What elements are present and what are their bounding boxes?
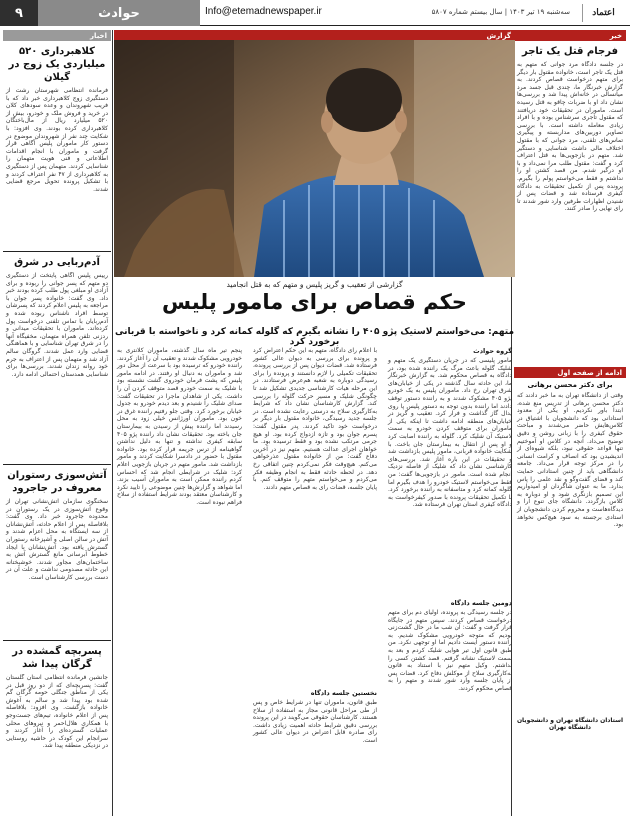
brief-title-1: کلاهبرداری ۵۲۰ میلیاردی یک زوج در گیلان bbox=[8, 46, 106, 83]
brief-title-4: پسربچه گمشده در گرگان پیدا شد bbox=[12, 646, 102, 670]
suspect-photo bbox=[114, 40, 515, 277]
headline: حکم قصاص برای مامور پلیس bbox=[162, 290, 467, 314]
section-subhead: نخستین جلسه دادگاه bbox=[310, 689, 377, 697]
byline: گروه حوادث bbox=[473, 347, 512, 355]
divider bbox=[3, 640, 111, 641]
suspect-photo-graphic bbox=[114, 40, 515, 277]
page-number: ۹ bbox=[0, 0, 38, 26]
news-briefs-tab: اخبار bbox=[3, 30, 111, 41]
page-header bbox=[0, 0, 630, 26]
issue-date-line: سه‌شنبه ۱۹ تیر ۱۴۰۳ | سال بیستم شماره ۵۸۰۷ bbox=[431, 8, 570, 16]
report-column bbox=[250, 345, 380, 817]
divider bbox=[3, 251, 111, 252]
opinion-body: وقتی از دانشگاه تهران به ما خبر دادند که دکتر محسن برهانی از تدریس منع شده، ابتدا باور نکردیم. او یکی از معدود استادانی بود که دانشجویان با اشتیاق در کلاس‌هایش حاضر می‌شدند و مباحث حقوق کیفری را با زبانی روشن و دقیق توضیح می‌داد. آنچه در کلاس او آموختیم تنها قواعد حقوقی نبود، بلکه شیوه‌ای از اندیشیدن بود که انصاف و کرامت انسانی را در مرکز توجه قرار می‌داد. جامعه دانشگاهی باید از چنین استادانی حمایت کند و فضای گفت‌وگو و نقد علمی را پاس بدارد. ما به عنوان شاگردان او امیدواریم این تصمیم بازنگری شود و او دوباره به کلاس بازگردد. دانشگاه جای تنوع آرا و دیدگاه‌هاست و محروم کردن دانشجویان از استادی برجسته به سود هیچ‌کس نخواهد بود. bbox=[517, 392, 623, 529]
newspaper-logo: اعتماد bbox=[582, 4, 624, 22]
opinion-kicker: برای دکتر محسن برهانی bbox=[527, 381, 613, 389]
brief-body-4: جانشین فرمانده انتظامی استان گلستان گفت: پسربچه‌ای که از دو روز قبل در یکی از مناطق جنگلی حومه گرگان گم شده بود پیدا شد و سالم به آغوش خانواده بازگشت. وی افزود: بلافاصله پس از اعلام خانواده، تیم‌های جست‌وجو با همکاری هلال‌احمر و نیروهای محلی عملیات گسترده‌ای را آغاز کردند و سرانجام این کودک در حاشیه روستایی در نزدیکی منطقه پیدا شد. bbox=[6, 674, 108, 750]
continued-tab: ادامه از صفحه اول bbox=[514, 367, 626, 378]
report-tab: گزارش bbox=[114, 30, 515, 41]
article-title: فرجام قتل یک تاجر bbox=[522, 46, 618, 57]
overkicker: گزارشی از تعقیب و گریز پلیس و متهم که به قتل انجامید bbox=[226, 280, 403, 289]
column-divider bbox=[112, 30, 113, 816]
opinion-signoff: استادان دانشگاه تهران و دانشجویان دانشگاه تهران bbox=[516, 717, 624, 731]
email-address[interactable]: Info@etemadnewspaper.ir bbox=[205, 6, 322, 17]
report-text: مامور پلیسی که در جریان دستگیری یک متهم و شلیک گلوله باعث مرگ یک راننده شده بود، در دادگاه به قصاص محکوم شد. به گزارش خبرنگار ما، این حادثه سال گذشته در یکی از خیابان‌های شرق تهران رخ داد. ماموران پلیس به یک خودرو پژو ۴۰۵ مشکوک شدند و به راننده دستور توقف دادند اما راننده بدون توجه به دستور پلیس پا روی پدال گاز گذاشت و فرار کرد. تعقیب و گریز در خیابان‌های منطقه ادامه داشت تا اینکه یکی از ماموران برای متوقف کردن خودرو به سمت لاستیک آن شلیک کرد. گلوله به راننده اصابت کرد و او پس از انتقال به بیمارستان جان باخت. با شکایت خانواده قربانی، مامور پلیس بازداشت شد و تحقیقات در این باره آغاز شد. بررسی‌های کارشناسی نشان داد که شلیک از فاصله نزدیک انجام شده است. مامور در بازجویی‌ها گفت: من فقط می‌خواستم لاستیک خودرو را هدف بگیرم اما گلوله کمانه کرد و متاسفانه به راننده برخورد کرد. با تکمیل تحقیقات پرونده با صدور کیفرخواست به دادگاه کیفری استان تهران فرستاده شد. bbox=[388, 357, 512, 509]
subheadline: متهم: می‌خواستم لاستیک پژو ۴۰۵ را نشانه بگیرم که گلوله کمانه کرد و ناخواسته با قربانی برخورد کرد bbox=[114, 327, 515, 347]
report-text: با اعلام رای دادگاه، متهم به این حکم اعتراض کرد و پرونده برای بررسی به دیوان عالی کشور فرستاده شد. قضات دیوان پس از بررسی پرونده، تحقیقات تکمیلی را لازم دانستند و پرونده را برای رسیدگی دوباره به شعبه هم‌عرض فرستادند. در این مرحله هیات کارشناسی جدیدی تشکیل شد تا چگونگی شلیک و مسیر حرکت گلوله را بررسی کند. گزارش کارشناسان نشان داد که شرایط به‌کارگیری سلاح به درستی رعایت نشده است. در جلسه جدید رسیدگی، خانواده مقتول بار دیگر بر درخواست خود تاکید کردند. پدر مقتول گفت: پسرم جوان بود و تازه ازدواج کرده بود. او هیچ جرمی مرتکب نشده بود و فقط ترسیده بود. ما خواهان اجرای عدالت هستیم. متهم نیز در آخرین دفاع گفت: من از خانواده مقتول عذرخواهی می‌کنم. هیچ‌وقت فکر نمی‌کردم چنین اتفاقی رخ دهد. در لحظه حادثه فقط به انجام وظیفه فکر می‌کردم و می‌خواستم متهم را متوقف کنم. با پایان جلسه، قضات رای به قصاص متهم دادند. bbox=[253, 347, 377, 491]
left-column bbox=[3, 30, 111, 816]
report-text: در جلسه رسیدگی به پرونده، اولیای دم برای متهم درخواست قصاص کردند. سپس متهم در جایگاه قرار گرفت و گفت: آن شب ما در حال گشت‌زنی بودیم که متوجه خودرویی مشکوک شدیم. به راننده دستور ایست دادیم اما او توجهی نکرد. من طبق قانون اول تیر هوایی شلیک کردم و بعد به سمت لاستیک نشانه گرفتم. قصد کشتن کسی را نداشتم. وکیل متهم نیز با استناد به قانون به‌کارگیری سلاح از موکلش دفاع کرد. قضات پس از پایان جلسه وارد شور شدند و متهم را به قصاص محکوم کردند. bbox=[388, 609, 512, 692]
report-columns bbox=[114, 345, 515, 817]
news-tab: خبر bbox=[514, 30, 626, 41]
brief-title-3: آتش‌سوزی رستوران معروف در جاجرود bbox=[7, 470, 107, 494]
report-text: طبق قانون، ماموران تنها در شرایط خاص و پس از طی مراحل قانونی مجاز به استفاده از سلاح هستند. کارشناسان حقوقی می‌گویند در این پرونده بررسی دقیق شرایط حادثه اهمیت زیادی داشت. رای صادره قابل اعتراض در دیوان عالی کشور است. bbox=[253, 699, 377, 744]
article-body: در جلسه دادگاه مرد جوانی که متهم به قتل یک تاجر است، خانواده مقتول بار دیگر برای متهم درخواست قصاص کردند. به گزارش خبرنگار ما، چندی قبل جسد مرد میانسالی در خانه‌اش پیدا شد و بررسی‌ها نشان داد او با ضربات چاقو به قتل رسیده است. ماموران در تحقیقات خود دریافتند که مقتول تاجری سرشناس بوده و با افراد زیادی معامله داشته است. با بررسی تصاویر دوربین‌های مداربسته و پیگیری تماس‌های تلفنی، مرد جوانی که با مقتول اختلاف مالی داشت شناسایی و دستگیر شد. متهم در بازجویی‌ها به قتل اعتراف کرد و گفت: مقتول طلب مرا نمی‌داد و با او درگیر شدم. من قصد کشتن او را نداشتم و فقط می‌خواستم پولم را بگیرم. پرونده پس از تکمیل تحقیقات به دادگاه کیفری فرستاده شد و قضات پس از شنیدن اظهارات طرفین وارد شور شدند تا رای نهایی را صادر کنند. bbox=[517, 61, 623, 213]
divider bbox=[3, 464, 111, 465]
report-text: پنجم تیر ماه سال گذشته، ماموران کلانتری به خودرویی مشکوک شدند و تعقیب آن را آغاز کردند. راننده خودرو که ترسیده بود با سرعت از محل دور شد و ماموران به دنبال او رفتند. در ادامه مامور پلیس که پشت فرمان خودروی گشت نشسته بود با شلیک به سمت خودرو قصد متوقف کردن آن را داشت. یکی از شاهدان ماجرا در تحقیقات گفت: صدای شلیک را شنیدم و بعد دیدم خودرو به جدول خیابان برخورد کرد. وقتی جلو رفتیم راننده غرق در خون بود. ماموران اورژانس خیلی زود به محل رسیدند اما راننده پیش از رسیدن به بیمارستان جان باخته بود. تحقیقات نشان داد راننده پژو ۴۰۵ سابقه کیفری نداشته و تنها به دلیل نداشتن گواهینامه از ترس جریمه فرار کرده بود. خانواده مقتول با حضور در دادسرا شکایت کردند و مامور بازداشت شد. مامور متهم در جریان بازجویی اعلام کرد: شلیک در شرایطی انجام شد که احساس کردم راننده ممکن است به ماموران آسیب بزند. اما شواهد و گزارش‌ها چنین موضوعی را تایید نکرد و کارشناسان معتقد بودند شرایط استفاده از سلاح فراهم نبوده است. bbox=[117, 347, 242, 506]
report-column bbox=[385, 345, 515, 817]
section-label: حوادث bbox=[38, 0, 200, 26]
brief-body-1: فرمانده انتظامی شهرستان رشت از دستگیری زوج کلاهبرداری خبر داد که با فریب شهروندان و وعده سودهای کلان در خرید و فروش ملک و خودرو، بیش از ۵۲۰ میلیارد ریال از مال‌باختگان کلاهبرداری کرده بودند. وی افزود: با شکایت چند نفر از شهروندان موضوع در دستور کار ماموران پلیس آگاهی قرار گرفت و ماموران با انجام اقدامات اطلاعاتی و فنی هویت متهمان را شناسایی کردند. متهمان پس از دستگیری به کلاهبرداری از ۴۷ نفر اعتراف کردند و با تشکیل پرونده تحویل مرجع قضایی شدند. bbox=[6, 87, 108, 193]
brief-body-2: رییس پلیس آگاهی پایتخت از دستگیری دو متهم که پسر جوانی را ربوده و برای آزادی او مبلغی پول طلب کرده بودند خبر داد. وی گفت: خانواده پسر جوان با مراجعه به پلیس اعلام کردند که پسرشان توسط افراد ناشناس ربوده شده و آدم‌ربایان با تماس تلفنی درخواست پول کرده‌اند. ماموران با تحقیقات میدانی و ردزنی تلفن همراه متهمان، مخفیگاه آنها را در شرق تهران شناسایی و با هماهنگی قضایی وارد عمل شدند. گروگان سالم آزاد شد و متهمان پس از اعتراف به جرم خود روانه زندان شدند. بررسی‌ها برای شناسایی همدستان احتمالی ادامه دارد. bbox=[6, 272, 108, 378]
right-column bbox=[514, 30, 626, 816]
report-column bbox=[114, 345, 245, 817]
brief-title-2: آدم‌ربایی در شرق bbox=[14, 257, 100, 268]
brief-body-3: سخنگوی سازمان آتش‌نشانی تهران از وقوع آتش‌سوزی در یک رستوران در محدوده جاجرود خبر داد. وی گفت: بلافاصله پس از اعلام حادثه، آتش‌نشانان از سه ایستگاه به محل اعزام شدند و آتش در سالن اصلی و آشپزخانه رستوران گسترش یافته بود. آتش‌نشانان با ایجاد خطوط آبرسانی مانع گسترش آتش به ساختمان‌های مجاور شدند. خوشبختانه این حادثه مصدومی نداشت و علت آن در دست بررسی کارشناسان است. bbox=[6, 498, 108, 581]
section-subhead: دومین جلسه دادگاه bbox=[450, 599, 512, 607]
